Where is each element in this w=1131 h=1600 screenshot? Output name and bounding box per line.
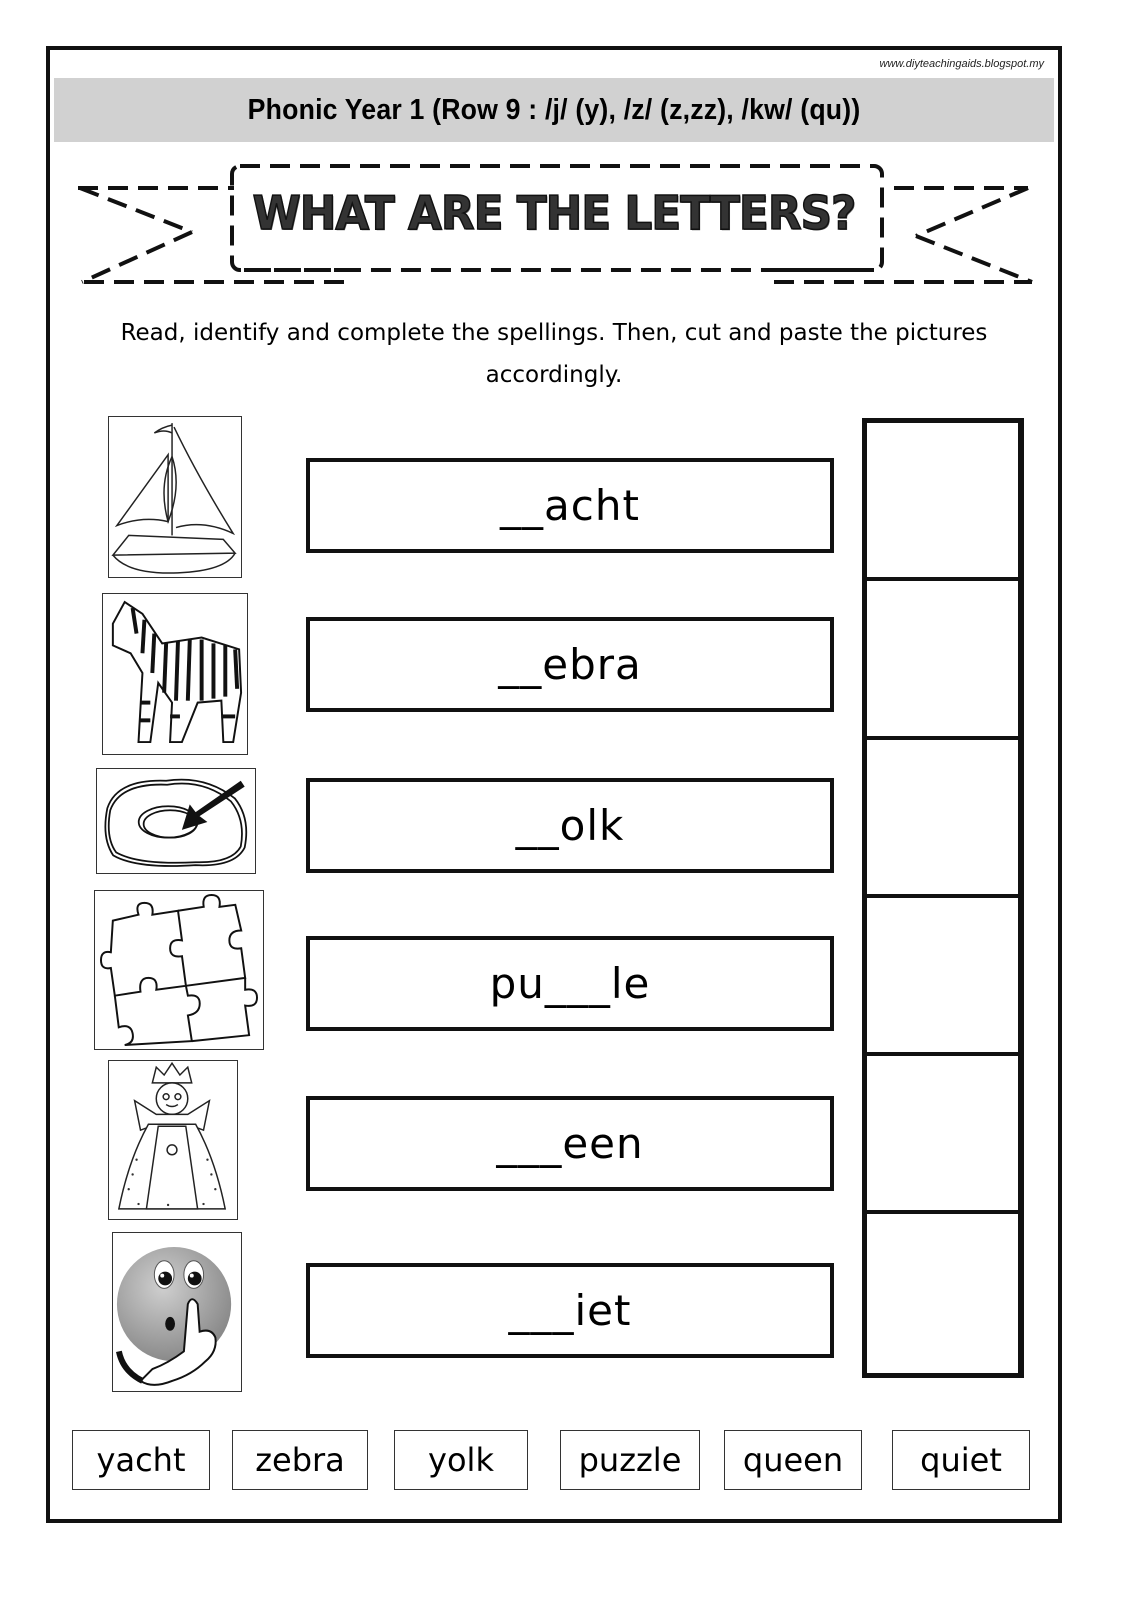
spelling-box-4[interactable] [306, 936, 834, 1031]
picture-yolk[interactable] [96, 768, 256, 874]
cut-word: quiet [920, 1441, 1002, 1479]
source-url: www.diyteachingaids.blogspot.my [879, 58, 1044, 70]
spelling-word: ___een [496, 1119, 644, 1168]
picture-queen[interactable] [108, 1060, 238, 1220]
spelling-box-6[interactable] [306, 1263, 834, 1358]
cut-card-yolk[interactable] [394, 1430, 528, 1490]
zebra-icon [103, 594, 247, 754]
fried-egg-icon [97, 769, 255, 873]
header-band [54, 78, 1054, 142]
paste-box-4[interactable] [867, 898, 1018, 1056]
cut-word: yacht [96, 1441, 186, 1479]
page-title: Phonic Year 1 (Row 9 : /j/ (y), /z/ (z,zz), /kw/ (qu)) [247, 93, 861, 126]
worksheet-frame [46, 46, 1062, 1523]
spelling-box-3[interactable] [306, 778, 834, 873]
cut-card-quiet[interactable] [892, 1430, 1030, 1490]
cut-word: zebra [255, 1441, 345, 1479]
picture-quiet[interactable] [112, 1232, 242, 1392]
instructions: Read, identify and complete the spellings. Then, cut and paste the pictures accordingly. [120, 320, 988, 388]
cut-word: puzzle [578, 1441, 682, 1479]
paste-box-3[interactable] [867, 740, 1018, 898]
spelling-box-2[interactable] [306, 617, 834, 712]
paste-column [862, 418, 1024, 1378]
cut-card-yacht[interactable] [72, 1430, 210, 1490]
spelling-box-5[interactable] [306, 1096, 834, 1191]
spelling-word: pu___le [489, 959, 651, 1008]
paste-box-2[interactable] [867, 581, 1018, 739]
banner-title: WHAT ARE THE LETTERS? [252, 186, 856, 240]
spelling-box-1[interactable] [306, 458, 834, 553]
cut-card-zebra[interactable] [232, 1430, 368, 1490]
picture-zebra[interactable] [102, 593, 248, 755]
spelling-word: __ebra [498, 640, 642, 689]
paste-box-5[interactable] [867, 1056, 1018, 1214]
cut-word: queen [742, 1441, 844, 1479]
cut-word: yolk [428, 1441, 494, 1479]
spelling-word: ___iet [508, 1286, 632, 1335]
cut-card-puzzle[interactable] [560, 1430, 700, 1490]
spelling-word: __olk [515, 801, 625, 850]
paste-box-1[interactable] [867, 423, 1018, 581]
paste-box-6[interactable] [867, 1214, 1018, 1372]
title-banner [74, 158, 1034, 286]
picture-yacht[interactable] [108, 416, 242, 578]
cut-card-queen[interactable] [724, 1430, 862, 1490]
jigsaw-puzzle-icon [95, 891, 263, 1049]
picture-puzzle[interactable] [94, 890, 264, 1050]
spelling-word: __acht [500, 481, 640, 530]
sailboat-icon [109, 417, 241, 577]
shush-face-icon [113, 1233, 241, 1391]
queen-icon [109, 1061, 237, 1219]
